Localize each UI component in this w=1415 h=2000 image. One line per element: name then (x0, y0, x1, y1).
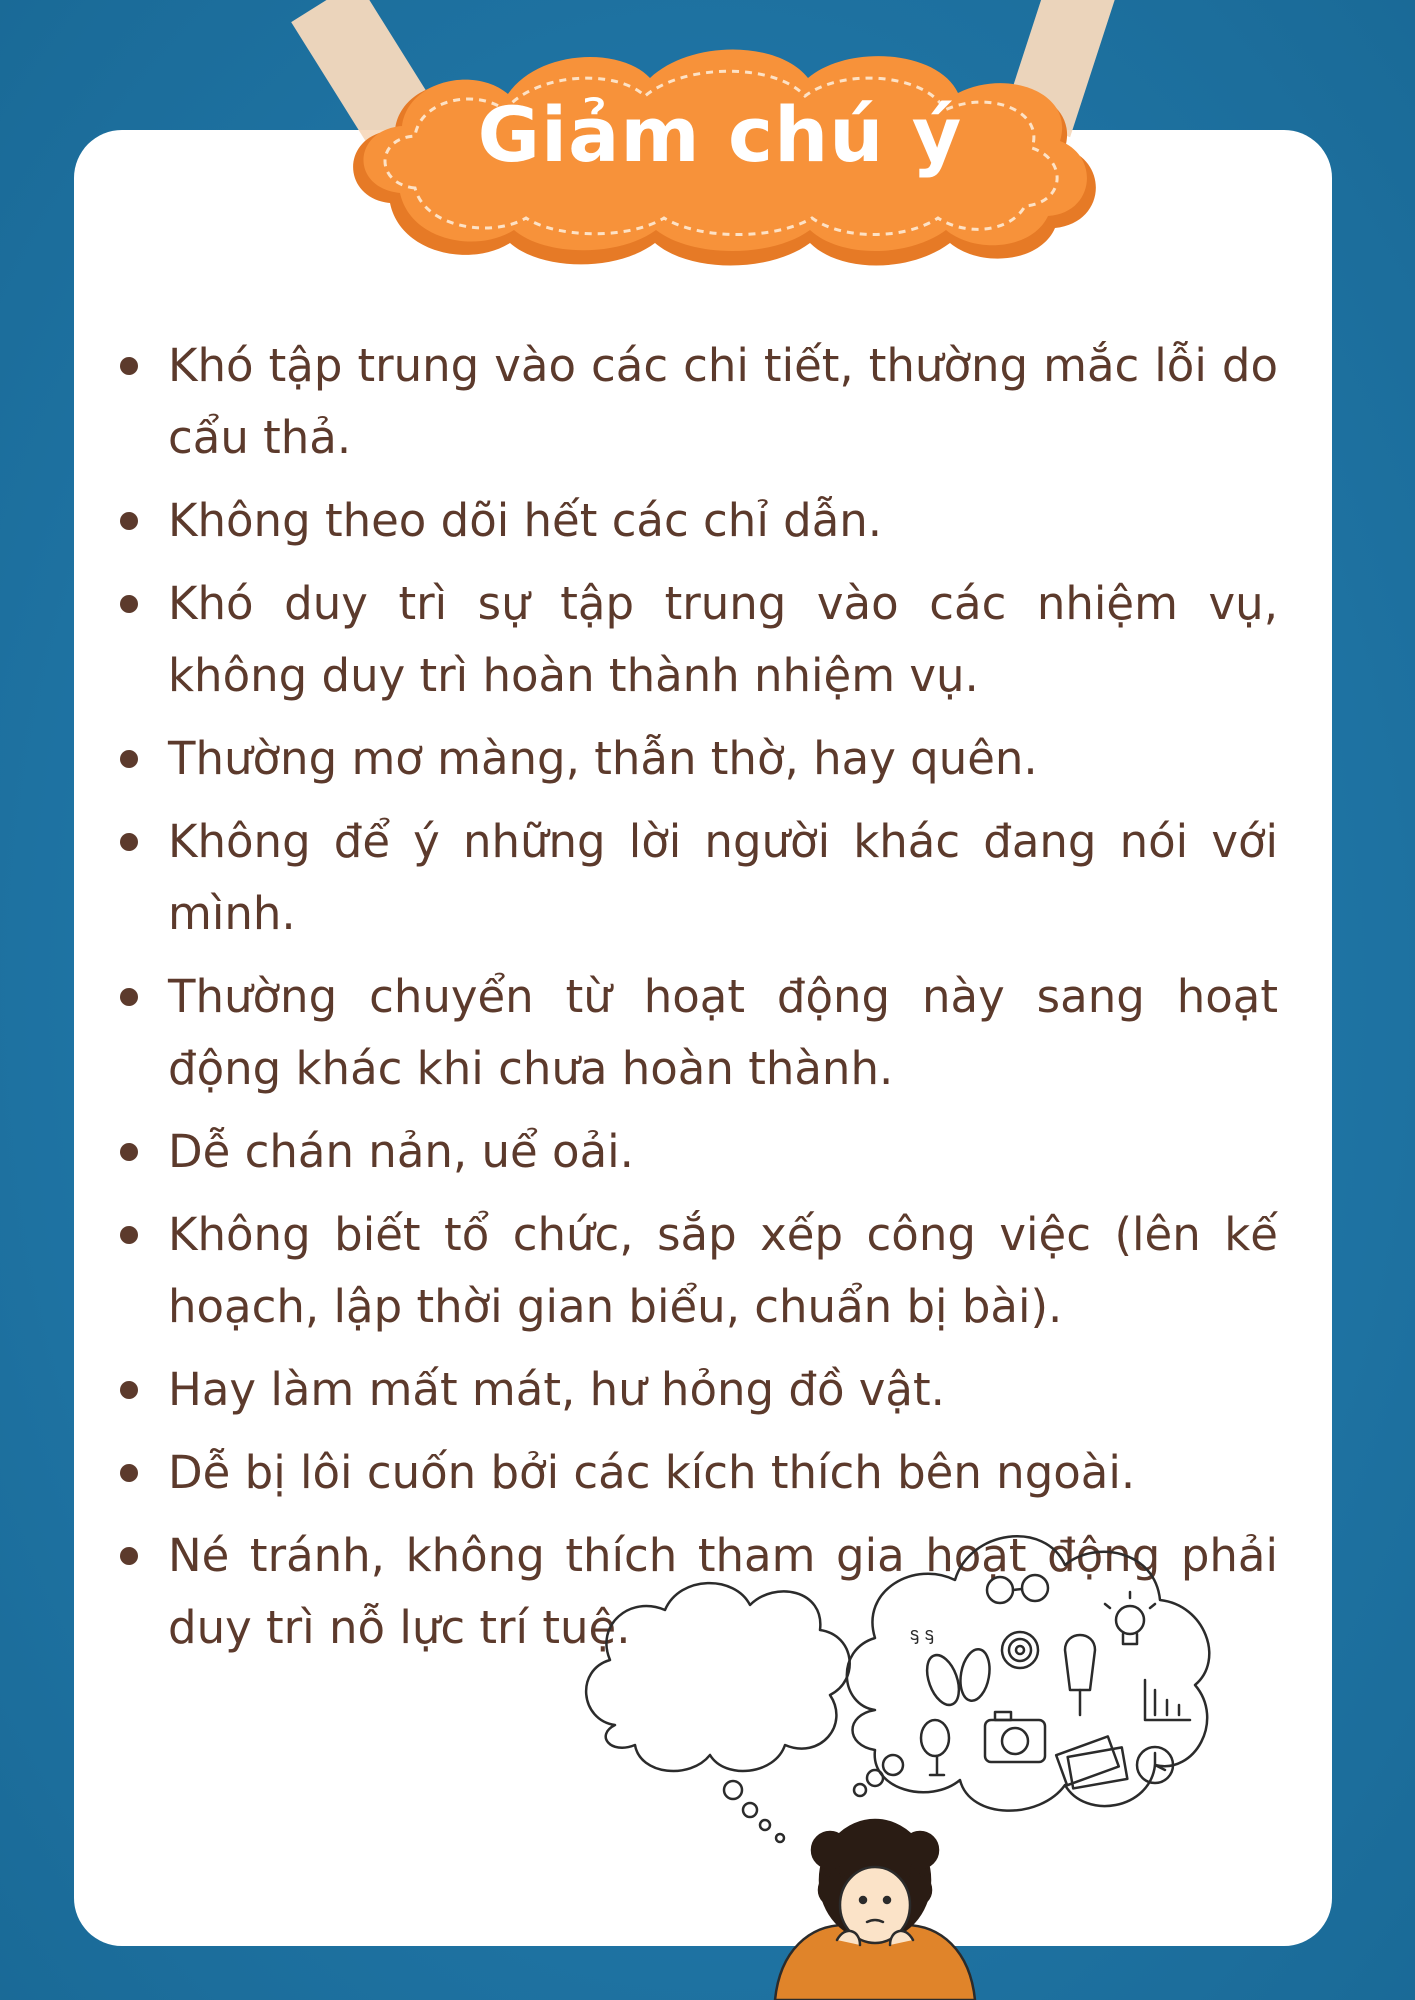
list-item-text: Né tránh, không thích tham gia hoạt động phải duy trì nỗ lực trí tuệ. (168, 1529, 1278, 1654)
bullet-icon (120, 512, 138, 530)
list-item-text: Không theo dõi hết các chỉ dẫn. (168, 494, 883, 547)
thought-bubble-dot (743, 1803, 757, 1817)
list-item (118, 1437, 1278, 1509)
list-item (118, 1354, 1278, 1426)
thought-bubble-dot (867, 1770, 883, 1786)
bullet-icon (120, 988, 138, 1006)
list-item-text: Dễ bị lôi cuốn bởi các kích thích bên ngoài. (168, 1446, 1136, 1499)
camera-icon (985, 1712, 1045, 1762)
list-item-text: Dễ chán nản, uể oải. (168, 1125, 634, 1178)
thought-bubble-dot (760, 1820, 770, 1830)
thought-cloud-empty-icon (586, 1583, 850, 1771)
chicken-leg-icon (921, 1720, 949, 1775)
bullet-icon (120, 833, 138, 851)
sunglasses-icon (987, 1575, 1048, 1603)
thinking-child-illustration (575, 1520, 1235, 2000)
bullet-icon (120, 595, 138, 613)
thinking-child-icon (775, 1820, 975, 2000)
list-item-text: Khó duy trì sự tập trung vào các nhiệm vụ, không duy trì hoàn thành nhiệm vụ. (168, 577, 1278, 702)
bullet-icon (120, 1464, 138, 1482)
spiral-icon (1002, 1632, 1038, 1668)
list-item-text: Khó tập trung vào các chi tiết, thường mắc lỗi do cẩu thả. (168, 339, 1278, 464)
bullet-icon (120, 1143, 138, 1161)
bullet-icon (120, 1226, 138, 1244)
thought-bubble-dot (883, 1755, 903, 1775)
list-item (118, 568, 1278, 712)
chart-icon (1145, 1680, 1190, 1720)
sandals-icon (921, 1647, 993, 1709)
bullet-icon (120, 1381, 138, 1399)
money-icon (1056, 1736, 1127, 1788)
symptom-list (118, 330, 1278, 1675)
thought-bubble-dot (724, 1781, 742, 1799)
list-item (118, 806, 1278, 950)
thought-bubble-dot (854, 1784, 866, 1796)
list-item (118, 1116, 1278, 1188)
list-item (118, 961, 1278, 1105)
popsicle-icon (1065, 1635, 1095, 1715)
list-item (118, 330, 1278, 474)
list-item-text: Không để ý những lời người khác đang nói với mình. (168, 815, 1278, 940)
doodle-squiggle: ᶊ ᶊ (910, 1624, 934, 1645)
bullet-icon (120, 357, 138, 375)
list-item-text: Hay làm mất mát, hư hỏng đồ vật. (168, 1363, 945, 1416)
list-item-text: Thường mơ màng, thẫn thờ, hay quên. (168, 732, 1038, 785)
bullet-icon (120, 750, 138, 768)
list-item (118, 723, 1278, 795)
bullet-icon (120, 1547, 138, 1565)
list-item (118, 485, 1278, 557)
thought-bubble-dot (776, 1834, 784, 1842)
list-item (118, 1199, 1278, 1343)
page-title: Giảm chú ý (477, 90, 963, 179)
lightbulb-icon (1105, 1592, 1155, 1644)
list-item-text: Không biết tổ chức, sắp xếp công việc (lên kế hoạch, lập thời gian biểu, chuẩn bị bài). (168, 1208, 1278, 1333)
list-item-text: Thường chuyển từ hoạt động này sang hoạt động khác khi chưa hoàn thành. (168, 970, 1278, 1095)
